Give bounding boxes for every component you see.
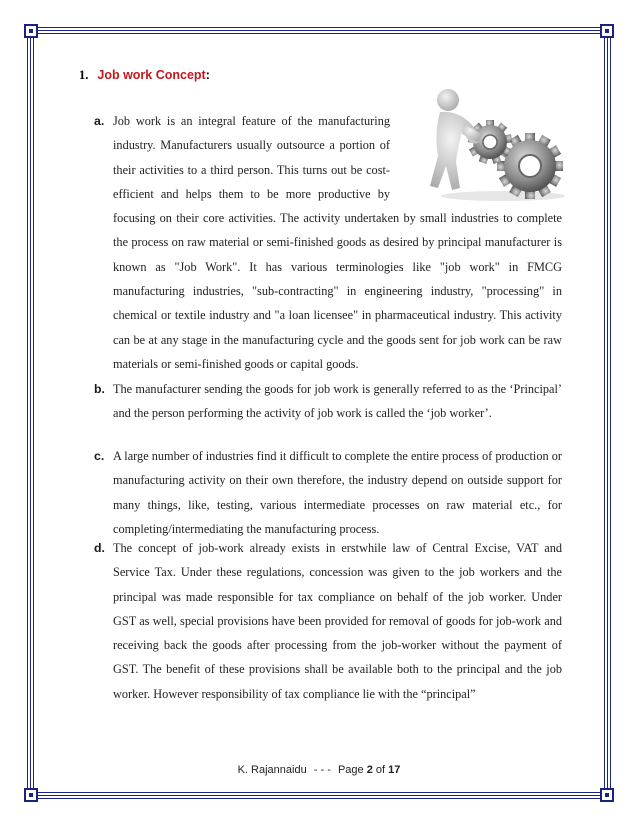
list-item-letter: b. <box>94 382 105 396</box>
list-item-text: The concept of job-work already exists in erstwhile law of Central Excise, VAT and Service Tax. Under these regulations, concession was given to the job workers and the principal was made responsible for tax compliance on behalf of the job worker. Under GST as well, special provisions have been provided for removal of goods for job-work and receiving back the goods after processing from the job-worker without the payment of GST. The benefit of these provisions shall be available both to the principal and the job worker. However responsibility of tax compliance lie with the “principal” <box>113 541 562 701</box>
section-title: Job work Concept <box>97 68 206 82</box>
page-footer <box>0 764 638 776</box>
list-item-a <box>94 109 562 376</box>
corner-ornament-top-right <box>600 24 614 38</box>
corner-ornament-bottom-right <box>600 788 614 802</box>
footer-of-label: of <box>375 764 386 776</box>
corner-ornament-bottom-left <box>24 788 38 802</box>
list-item-text: A large number of industries find it difficult to complete the entire process of production or manufacturing activity on their own therefore, the industry depend on outside support for many things, like, testing, various intermediate processes on raw material etc., for completing/intermediating the manufacturing process. <box>113 449 562 536</box>
footer-separator: - - - <box>313 764 331 776</box>
list-item-text: Job work is an integral feature of the manufacturing industry. Manufacturers usually outsource a portion of their activities to a third person. This turns out be cost-efficient and helps them to be more productive by focusing on their core activities. The activity undertaken by small industries to complete the process on raw material or semi-finished goods as desired by principal manufacturer is known as "Job Work". It has various terminologies like "job work" in FMCG manufacturing industries, "sub-contracting" in engineering industry, "processing" in chemical or textile industry and "a loan licensee" in pharmaceutical industry. This activity can be at any stage in the manufacturing cycle and the goods sent for job work can be raw materials or semi-finished goods or capital goods. <box>113 109 562 376</box>
list-item-letter: a. <box>94 114 105 128</box>
list-item-b <box>94 377 562 426</box>
list-item-letter: c. <box>94 449 105 463</box>
list-item-text: The manufacturer sending the goods for job work is generally referred to as the ‘Principal’ and the person performing the activity of job work is called the ‘job worker’. <box>113 382 562 421</box>
figure-spacer <box>390 109 562 206</box>
section-heading <box>79 68 210 83</box>
footer-page-number: 2 <box>366 764 373 776</box>
corner-ornament-top-left <box>24 24 38 38</box>
list-item-c <box>94 444 562 541</box>
footer-page-label: Page <box>337 764 364 776</box>
list-item-d <box>94 536 562 706</box>
section-number: 1. <box>79 68 89 82</box>
list-item-letter: d. <box>94 541 105 555</box>
footer-total-pages: 17 <box>388 764 401 776</box>
section-colon: : <box>205 68 210 82</box>
footer-author: K. Rajannaidu <box>237 764 307 776</box>
